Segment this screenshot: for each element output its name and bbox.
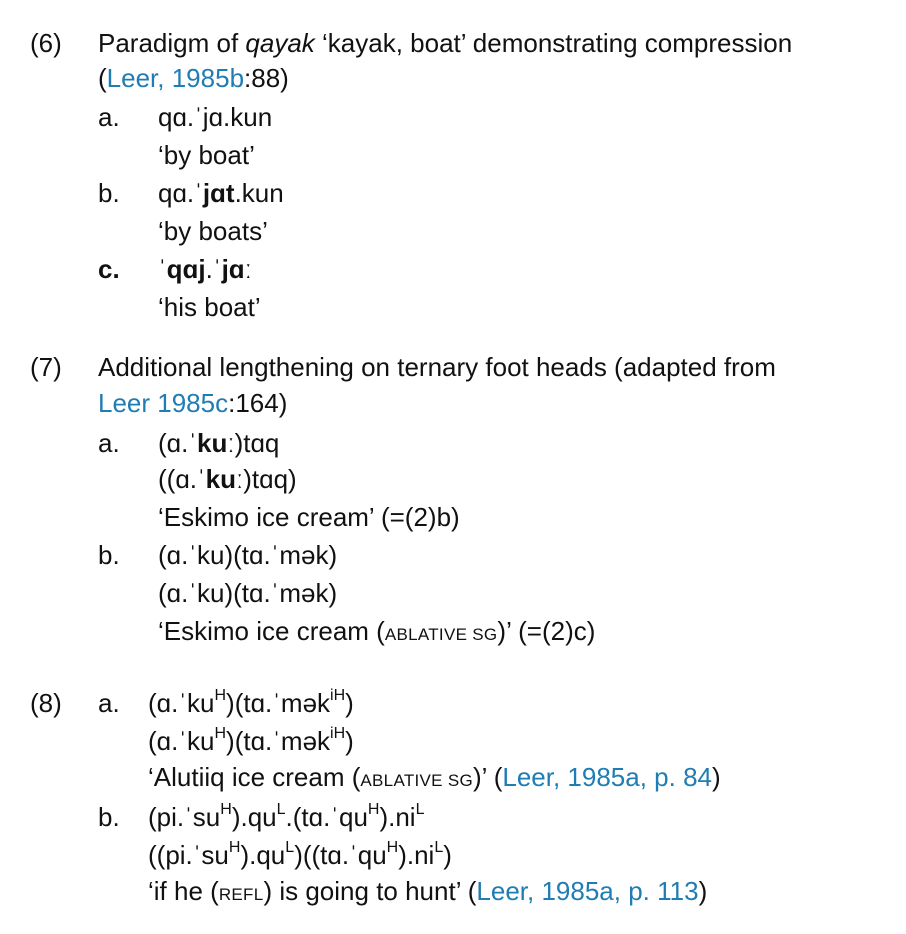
example-6a-form: qɑ.ˈjɑ.kun: [158, 102, 273, 132]
example-6b-gloss: ‘by boats’: [158, 216, 268, 246]
example-6-title: Paradigm of qayak ‘kayak, boat’ demonstrating compression: [98, 28, 793, 58]
example-6-number: (6): [30, 28, 62, 58]
example-7b-form-1: (ɑ.ˈku)(tɑ.ˈmək): [158, 540, 338, 570]
example-6c-label: c.: [98, 254, 120, 284]
example-7-number: (7): [30, 352, 62, 382]
example-7b-label: b.: [98, 540, 120, 570]
example-7a-label: a.: [98, 428, 120, 458]
example-6c-form: ˈqɑj.ˈjɑː: [158, 254, 252, 284]
example-6b-label: b.: [98, 178, 120, 208]
example-8-number: (8): [30, 688, 62, 718]
example-7a-gloss: ‘Eskimo ice cream’ (=(2)b): [158, 502, 460, 532]
example-8b-gloss: ‘if he (REFL) is going to hunt’ (Leer, 1985a, p. 113): [148, 876, 708, 906]
example-8b-label: b.: [98, 802, 120, 832]
example-7b-form-2: (ɑ.ˈku)(tɑ.ˈmək): [158, 578, 338, 608]
example-8a-form-2: (ɑ.ˈku$^H$)(tɑ.ˈmək$^{iH}$): [148, 725, 354, 756]
example-8a-form-1: (ɑ.ˈku$^H$)(tɑ.ˈmək$^{iH}$): [148, 687, 354, 718]
example-6a-gloss: ‘by boat’: [158, 140, 255, 170]
example-7a-form-1: (ɑ.ˈkuː)tɑq: [158, 428, 280, 458]
citation-link[interactable]: Leer, 1985b: [106, 63, 245, 93]
example-7a-form-2: ((ɑ.ˈkuː)tɑq): [158, 464, 297, 494]
example-6a-label: a.: [98, 102, 120, 132]
citation-link[interactable]: Leer, 1985a, p. 84: [502, 762, 712, 792]
citation-link[interactable]: Leer 1985c: [98, 388, 229, 418]
example-8a-gloss: ‘Alutiiq ice cream (ABLATIVE SG)’ (Leer, 1985a, p. 84): [148, 762, 721, 792]
example-7b-gloss: ‘Eskimo ice cream (ABLATIVE SG)’ (=(2)c): [158, 616, 596, 646]
example-6-citation: (Leer, 1985b:88): [98, 63, 289, 93]
example-7-citation: Leer 1985c:164): [98, 388, 288, 418]
example-6c-gloss: ‘his boat’: [158, 292, 261, 322]
example-7-title: Additional lengthening on ternary foot heads (adapted from: [98, 352, 776, 382]
example-8a-label: a.: [98, 688, 120, 718]
example-8b-form-2: $((pi.ˈsu^H).qu^L)((tɑ.ˈqu^H).ni^L)$: [148, 839, 452, 870]
citation-link[interactable]: Leer, 1985a, p. 113: [476, 876, 699, 906]
example-6-title-word: qayak: [245, 28, 315, 58]
example-6b-form: qɑ.ˈjɑt.kun: [158, 178, 284, 208]
example-8b-form-1: $(pi.ˈsu^H).qu^L.(tɑ.ˈqu^H).ni^L$: [148, 801, 425, 832]
